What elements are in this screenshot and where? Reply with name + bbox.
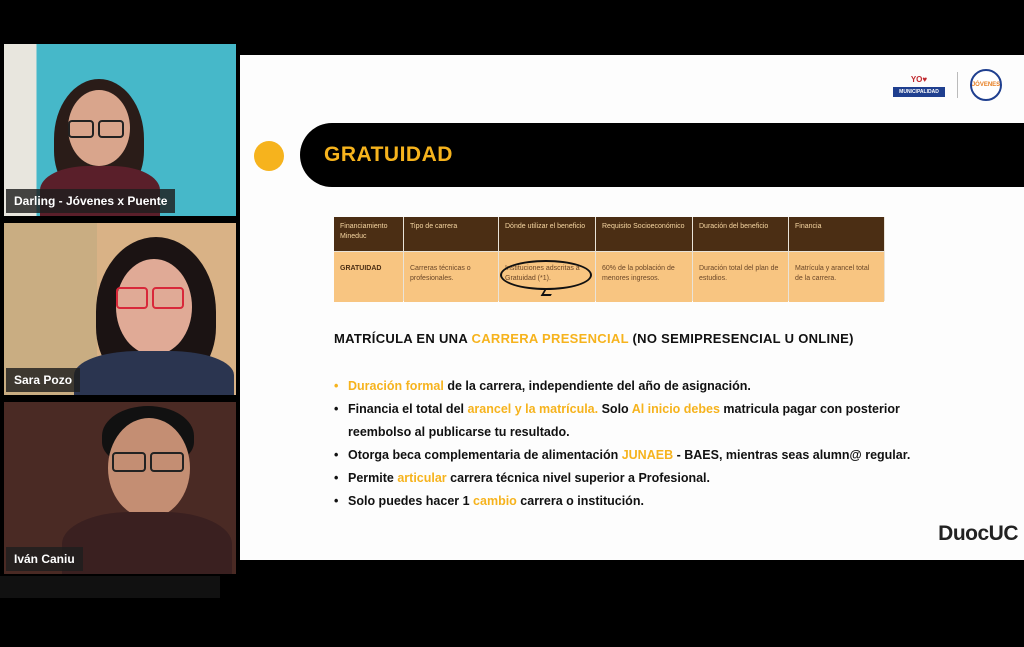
participant-tile-2[interactable] [4, 223, 236, 395]
sponsor-logos [893, 69, 1002, 101]
bullet-list [334, 375, 1024, 513]
table-header: Requisito Socioeconómico [596, 217, 692, 251]
list-item: • Duración formal de la carrera, independiente del año de asignación. [334, 375, 1024, 398]
table-header: Financiamiento Mineduc [334, 217, 403, 251]
participant-tile-1[interactable] [4, 44, 236, 216]
participant-name: Iván Caniu [6, 547, 83, 571]
bullet-icon: • [334, 471, 339, 485]
logo-divider [957, 72, 958, 98]
bullet-icon: • [334, 379, 339, 393]
table-cell: Duración total del plan de estudios. [693, 252, 788, 302]
participant-name: Sara Pozo [6, 368, 80, 392]
table-header: Dónde utilizar el beneficio [499, 217, 595, 251]
table-header: Duración del beneficio [693, 217, 788, 251]
table-cell: GRATUIDAD [334, 252, 403, 302]
table-header: Financia [789, 217, 884, 251]
bullet-icon: • [334, 402, 339, 416]
list-item: • Otorga beca complementaria de alimentación JUNAEB - BAES, mientras seas alumn@ regular. [334, 444, 1024, 467]
participant-name: Darling - Jóvenes x Puente [6, 189, 175, 213]
accent-dot [254, 141, 284, 171]
shared-screen-slide [240, 55, 1024, 560]
table-cell: 60% de la población de menores ingresos. [596, 252, 692, 302]
financing-table [334, 217, 885, 301]
bullet-icon: • [334, 494, 339, 508]
table-cell: Carreras técnicas o profesionales. [404, 252, 498, 302]
municipality-logo: YO♥ MUNICIPALIDAD [893, 73, 945, 97]
participant-tile-3[interactable] [4, 402, 236, 574]
duocuc-logo: DuocUC [938, 522, 1018, 545]
table-cell: Matrícula y arancel total de la carrera. [789, 252, 884, 302]
title-bar [300, 123, 1024, 187]
panel-footer [0, 576, 220, 598]
list-item: • Financia el total del arancel y la matrícula. Solo Al inicio debes matricula pagar con posterior [334, 398, 1024, 421]
table-header: Tipo de carrera [404, 217, 498, 251]
jovenes-logo: JÓVENES [970, 69, 1002, 101]
slide-title: GRATUIDAD [324, 143, 453, 166]
table-cell-text: Instituciones adscritas a Gratuidad (*1). [505, 265, 580, 282]
list-item-continuation: reembolso al publicarse tu resultado. [348, 425, 570, 439]
list-item: • Solo puedes hacer 1 cambio carrera o institución. [334, 490, 1024, 513]
list-item: • Permite articular carrera técnica nivel superior a Profesional. [334, 467, 1024, 490]
table-cell-highlighted [499, 252, 595, 302]
bullet-icon: • [334, 448, 339, 462]
annotation-oval [500, 260, 592, 290]
slide-headline: MATRÍCULA EN UNA CARRERA PRESENCIAL (NO SEMIPRESENCIAL U ONLINE) [334, 331, 854, 346]
